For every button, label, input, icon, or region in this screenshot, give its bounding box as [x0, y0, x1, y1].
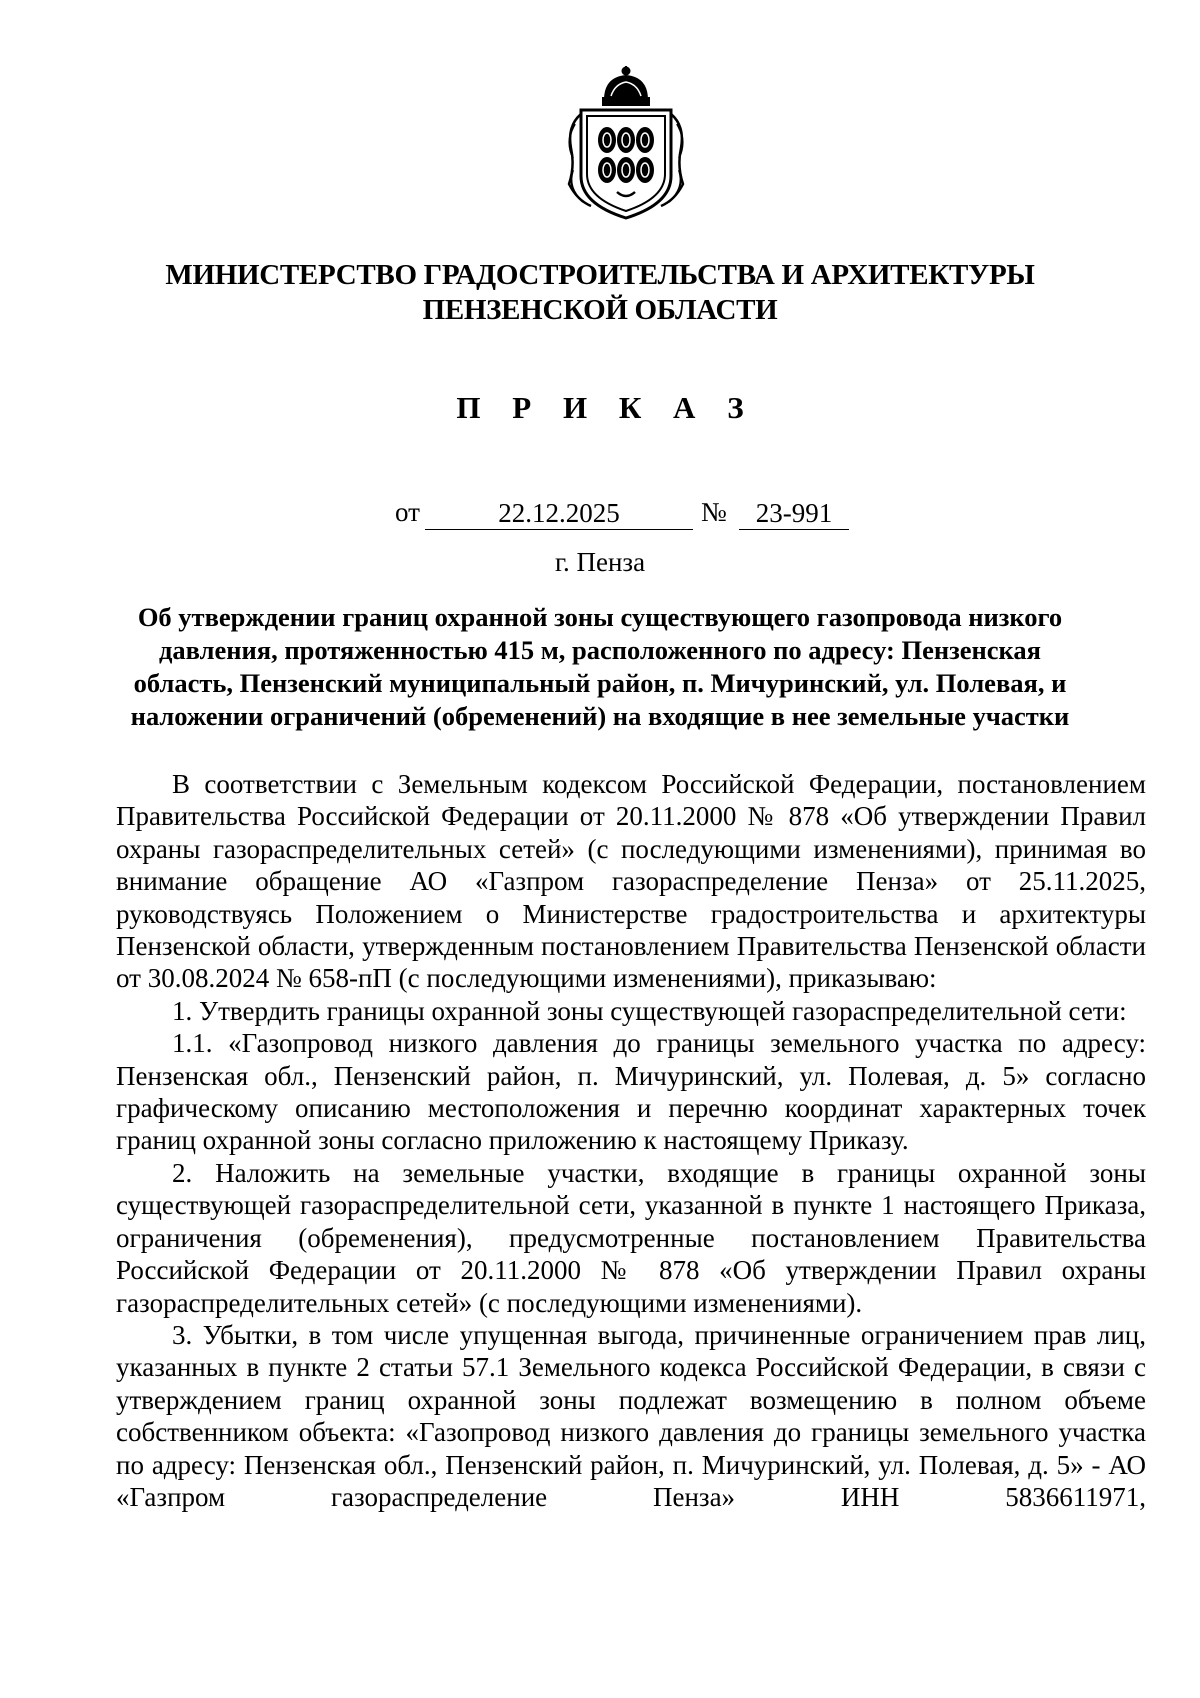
date-value: 22.12.2025: [425, 497, 693, 530]
ministry-name: [120, 258, 1080, 328]
subject-line1: Об утверждении границ охранной зоны существующего газопровода низкого: [137, 602, 1063, 632]
number-label: №: [701, 497, 727, 527]
date-label: от: [395, 497, 420, 527]
document-subject: [120, 601, 1080, 733]
item-2-paragraph: 2. Наложить на земельные участки, входящие в границы охранной зоны существующей газораспределительной сети, указанной в пункте 1 настоящего Приказа, ограничения (обременения), предусмотренные постановлением Правительства Российской Федерации от 20.11.2000 № 878 «Об утверждении Правил охраны газораспределительных сетей» (с последующими изменениями).: [116, 1157, 1146, 1318]
document-type-heading: П Р И К А З: [456, 390, 756, 425]
document-body: [116, 768, 1146, 1513]
item-1-paragraph: 1. Утвердить границы охранной зоны существующей газораспределительной сети:: [172, 995, 1127, 1026]
city-name: г. Пенза: [554, 547, 646, 577]
ministry-name-line2: ПЕНЗЕНСКОЙ ОБЛАСТИ: [422, 294, 778, 326]
coat-of-arms-icon: [565, 66, 687, 224]
preamble-paragraph: В соответствии с Земельным кодексом Российской Федерации, постановлением Правительства Российской Федерации от 20.11.2000 № 878 «Об утверждении Правил охраны газораспределительных сетей» (с последующими изменениями), принимая во внимание обращение АО «Газпром газораспределение Пенза» от 25.11.2025, руководствуясь Положением о Министерстве градостроительства и архитектуры Пензенской области, утвержденным постановлением Правительства Пензенской области от 30.08.2024 № 658-пП (с последующими изменениями), приказываю:: [116, 769, 1146, 994]
item-3-paragraph: 3. Убытки, в том числе упущенная выгода, причиненные ограничением прав лиц, указанных в пункте 2 статьи 57.1 Земельного кодекса Российской Федерации, в связи с утверждением границ охранной зоны подлежат возмещению в полном объеме собственником объекта: «Газопровод низкого давления до границы земельного участка по адресу: Пензенская обл., Пензенский район, п. Мичуринский, ул. Полевая, д. 5» - АО «Газпром газораспределение Пенза» ИНН 5836611971,: [116, 1319, 1146, 1512]
item-1-1-paragraph: 1.1. «Газопровод низкого давления до границы земельного участка по адресу: Пензенская обл., Пензенский район, п. Мичуринский, ул. Полевая, д. 5» согласно графическому описанию местоположения и перечню координат характерных точек границ охранной зоны согласно приложению к настоящему Приказу.: [116, 1028, 1146, 1156]
subject-line3: область, Пензенский муниципальный район, п. Мичуринский, ул. Полевая, и: [133, 668, 1067, 698]
number-value: 23-991: [739, 497, 849, 530]
subject-line4: наложении ограничений (обременений) на входящие в нее земельные участки: [130, 701, 1070, 731]
ministry-name-line1: МИНИСТЕРСТВО ГРАДОСТРОИТЕЛЬСТВА И АРХИТЕКТУРЫ: [165, 259, 1035, 291]
subject-line2: давления, протяженностью 415 м, расположенного по адресу: Пензенская: [158, 635, 1041, 665]
